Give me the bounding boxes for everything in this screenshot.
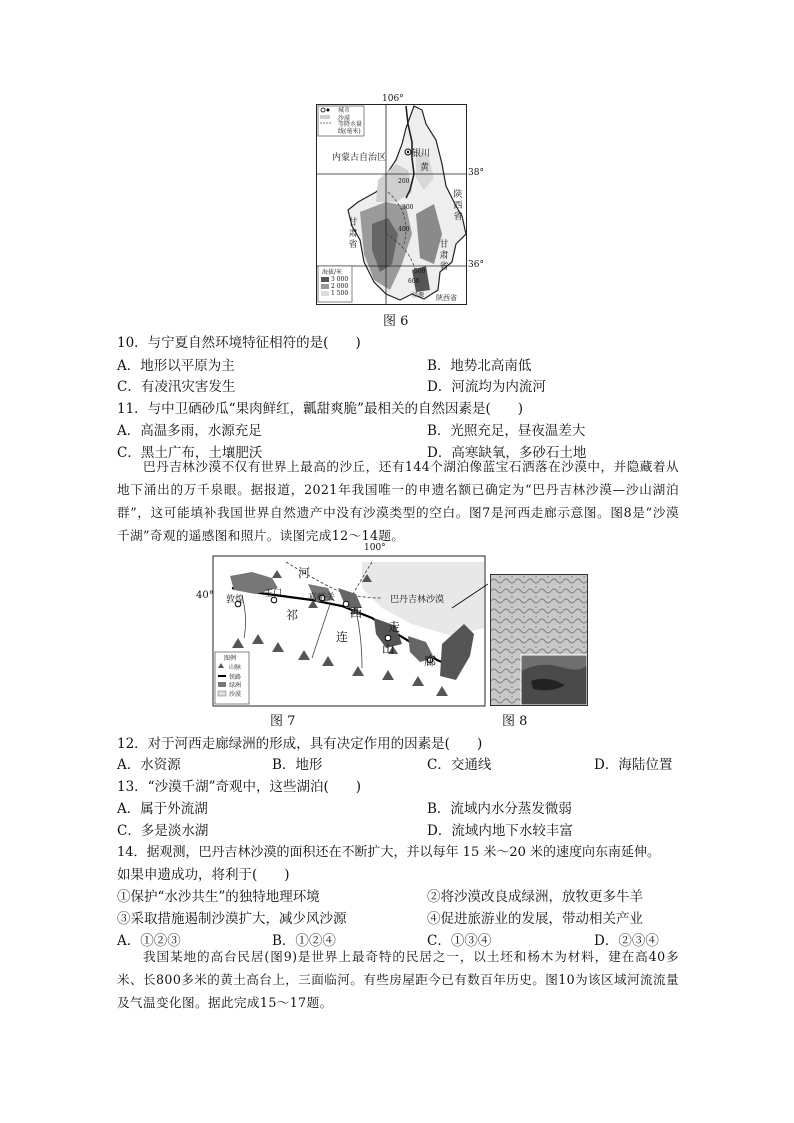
- map7-badain-jaran-desert: 巴丹吉林沙漠: [390, 595, 445, 605]
- map6-lon-106: 106°: [382, 94, 404, 104]
- map7-yumen: 玉门: [264, 589, 283, 599]
- figure-6-caption: 图 6: [383, 314, 409, 329]
- map7-zou: 走: [388, 620, 401, 634]
- figure-7-map: [212, 543, 488, 708]
- question-11-stem: 11．与中卫硒砂瓜“果肉鲜红，瓤甜爽脆”最相关的自然因素是( ): [117, 401, 524, 417]
- question-11-option-d[interactable]: D．高寒缺氧，多砂石土地: [427, 445, 587, 461]
- question-13-option-b[interactable]: B．流域内水分蒸发微弱: [427, 801, 572, 817]
- map7-lat-40: 40°: [196, 590, 214, 601]
- map7-shan: 山: [382, 642, 395, 656]
- map7-legend-desert: 沙漠: [229, 691, 242, 698]
- question-14-option-a[interactable]: A．①②③: [117, 933, 181, 949]
- map6-jingyuan: 泾源: [412, 292, 425, 299]
- desert-lakes-image: [491, 575, 587, 705]
- question-14-option-d[interactable]: D．②③④: [594, 933, 659, 949]
- passage-badain-jaran: 巴丹吉林沙漠不仅有世界上最高的沙丘，还有144个湖泊像蓝宝石洒落在沙漠中，并隐藏着从地下涌出的万千泉眼。据报道，2021年我国唯一的申遗名额已确定为“巴丹吉林沙漠—沙山湖泊群”，这可能填补我国世界自然遗产中没有沙漠类型的空白。图7是河西走廊示意图。图8是“沙漠千湖”奇观的遥感图和照片。读图完成12～14题。: [117, 459, 679, 543]
- map6-lat-38: 38°: [468, 168, 484, 178]
- map7-jiayuguan: 嘉峪关: [308, 593, 336, 603]
- map6-shaanxi-right: 陕西省: [453, 190, 463, 222]
- figure-8-remote-sensing-image: [490, 574, 588, 706]
- question-13-option-d[interactable]: D．流域内地下水较丰富: [427, 823, 573, 839]
- map7-xi: 西: [350, 606, 363, 620]
- question-10-option-b[interactable]: B．地势北高南低: [427, 358, 532, 374]
- figure-8-caption: 图 8: [502, 714, 528, 729]
- question-12-option-d[interactable]: D．海陆位置: [594, 757, 673, 773]
- question-13-option-c[interactable]: C．多是淡水湖: [117, 823, 209, 839]
- question-12-option-c[interactable]: C．交通线: [427, 757, 492, 773]
- figure-6-map: [316, 94, 484, 306]
- map6-gansu-right: 甘肃省: [439, 240, 449, 272]
- map6-gansu-left: 甘肃省: [348, 218, 358, 250]
- map7-legend-oasis: 绿洲: [229, 682, 242, 689]
- question-14-stem-line2: 如果申遗成功，将利于( ): [117, 867, 290, 883]
- figure-7-caption: 图 7: [270, 714, 296, 729]
- map7-lon-100: 100°: [364, 543, 386, 553]
- map6-isohyet-600: 600: [408, 278, 420, 285]
- map7-legend-mountain: 山脉: [229, 664, 242, 671]
- question-14-statement-4: ④促进旅游业的发展，带动相关产业: [427, 911, 643, 927]
- question-12-option-b[interactable]: B．地形: [272, 757, 323, 773]
- hexi-corridor-map-graphic: [212, 548, 488, 708]
- map6-legend-desert: 沙漠: [338, 115, 351, 122]
- question-10-option-c[interactable]: C．有凌汛灾害发生: [117, 379, 236, 395]
- question-10-option-a[interactable]: A．地形以平原为主: [117, 358, 235, 374]
- map6-isohyet-400: 400: [398, 226, 410, 233]
- map6-elev-3000: 3 000: [331, 276, 349, 283]
- question-10-stem: 10．与宁夏自然环境特征相符的是( ): [117, 335, 361, 351]
- map6-legend-city: 城市: [338, 107, 351, 114]
- question-11-option-a[interactable]: A．高温多雨，水源充足: [117, 423, 262, 439]
- map7-qi: 祁: [286, 608, 299, 622]
- map7-legend-title: 图例: [224, 655, 237, 662]
- map7-legend-railway: 铁路: [229, 674, 242, 681]
- map7-he: 河: [298, 566, 311, 580]
- passage-high-platform-dwellings: 我国某地的高台民居(图9)是世界上最奇特的民居之一，以土坯和杨木为材料，建在高40多米、长800多米的黄土高台上，三面临河。有些房屋距今已有数百年历史。图10为该区域河流流量及气温变化图。据此完成15～17题。: [117, 949, 679, 1010]
- question-14-option-b[interactable]: B．①②④: [272, 933, 336, 949]
- map6-isohyet-200: 200: [398, 178, 410, 185]
- map6-yinchuan: 银川: [412, 149, 431, 159]
- question-11-option-c[interactable]: C．黑土广布，土壤肥沃: [117, 445, 263, 461]
- question-14-option-c[interactable]: C．①③④: [427, 933, 492, 949]
- question-14-statement-1: ①保护“水沙共生”的独特地理环境: [117, 889, 320, 905]
- question-12-option-a[interactable]: A．水资源: [117, 757, 181, 773]
- question-10-option-d[interactable]: D．河流均为内流河: [427, 379, 546, 395]
- map7-lian: 连: [336, 630, 349, 644]
- map6-isohyet-500: 500: [414, 268, 426, 275]
- map6-huang: 黄: [420, 163, 430, 173]
- map7-dunhuang: 敦煌: [226, 595, 245, 605]
- question-14-statement-3: ③采取措施遏制沙漠扩大，减少风沙源: [117, 911, 347, 927]
- map6-lat-36: 36°: [468, 260, 484, 270]
- question-13-stem: 13．“沙漠千湖”奇观中，这些湖泊( ): [117, 779, 362, 795]
- map6-elev-2000: 2 000: [331, 283, 349, 290]
- question-14-stem-line1: 14．据观测，巴丹吉林沙漠的面积还在不断扩大，并以每年 15 米～20 米的速度向东南延伸。: [117, 845, 661, 860]
- map6-inner-mongolia: 内蒙古自治区: [332, 153, 387, 163]
- map6-legend-isohyet: 等降水量线(毫米): [338, 121, 363, 135]
- map6-isohyet-300: 300: [402, 204, 414, 211]
- map6-elev-1500: 1 500: [331, 290, 349, 297]
- question-13-option-a[interactable]: A．属于外流湖: [117, 801, 208, 817]
- question-14-statement-2: ②将沙漠改良成绿洲，放牧更多牛羊: [427, 889, 643, 905]
- map7-lang: 廊: [424, 654, 437, 668]
- question-11-option-b[interactable]: B．光照充足，昼夜温差大: [427, 423, 586, 439]
- map6-shaanxi-bottom: 陕西省: [436, 294, 457, 302]
- map6-elev-title: 海拔/米: [322, 269, 343, 276]
- question-12-stem: 12．对于河西走廊绿洲的形成，具有决定作用的因素是( ): [117, 736, 483, 752]
